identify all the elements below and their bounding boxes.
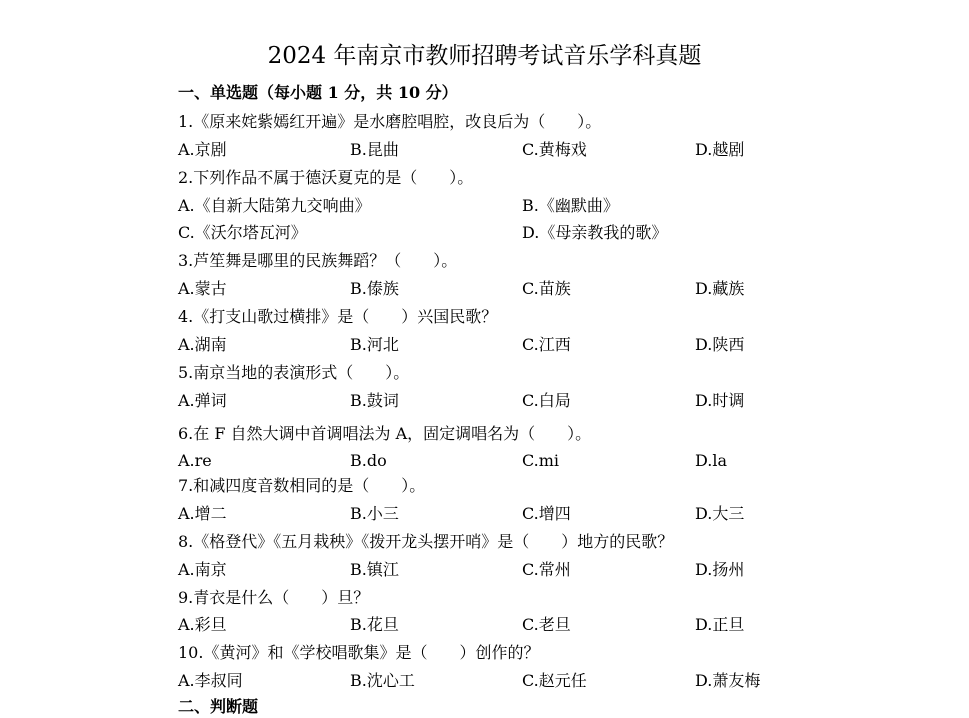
option-b: B.河北 xyxy=(350,335,399,354)
option-b: B.沈心工 xyxy=(350,671,415,690)
option-a: A.彩旦 xyxy=(178,615,227,634)
question-stem: 4.《打支山歌过横排》是（ ）兴国民歌？ xyxy=(178,307,498,326)
option-b: B.do xyxy=(350,451,387,470)
option-d: D.时调 xyxy=(695,391,745,410)
section-heading-single-choice: 一、单选题（每小题 1 分，共 10 分） xyxy=(178,83,458,102)
option-c: C.白局 xyxy=(522,391,571,410)
option-c: C.江西 xyxy=(522,335,571,354)
option-b: B.小三 xyxy=(350,504,399,523)
option-a: A.蒙古 xyxy=(178,279,227,298)
option-c: C.老旦 xyxy=(522,615,571,634)
option-d: D.越剧 xyxy=(695,140,745,159)
option-c: C.增四 xyxy=(522,504,571,523)
option-a: A.京剧 xyxy=(178,140,227,159)
option-c: C.mi xyxy=(522,451,560,470)
option-b: B.鼓词 xyxy=(350,391,399,410)
option-d: D.la xyxy=(695,451,727,470)
option-b: B.花旦 xyxy=(350,615,399,634)
option-d: D.正旦 xyxy=(695,615,745,634)
option-c: C.苗族 xyxy=(522,279,571,298)
option-a: A.《自新大陆第九交响曲》 xyxy=(178,196,371,215)
question-stem: 8.《格登代》《五月栽秧》《拨开龙头摆开哨》是（ ）地方的民歌？ xyxy=(178,532,674,551)
question-stem: 3.芦笙舞是哪里的民族舞蹈？（ ）。 xyxy=(178,251,458,270)
question-stem: 9.青衣是什么（ ）旦？ xyxy=(178,588,370,607)
question-stem: 1.《原来姹紫嫣红开遍》是水磨腔唱腔，改良后为（ ）。 xyxy=(178,112,602,131)
option-b: B.昆曲 xyxy=(350,140,399,159)
question-stem: 10.《黄河》和《学校唱歌集》是（ ）创作的？ xyxy=(178,643,540,662)
option-a: A.湖南 xyxy=(178,335,227,354)
option-d: D.大三 xyxy=(695,504,745,523)
option-c: C.赵元任 xyxy=(522,671,587,690)
option-c: C.《沃尔塔瓦河》 xyxy=(178,223,307,242)
option-b: B.镇江 xyxy=(350,560,399,579)
section-heading-true-false: 二、判断题 xyxy=(178,697,259,716)
question-stem: 6.在 F 自然大调中首调唱法为 A，固定调唱名为（ ）。 xyxy=(178,424,592,443)
question-stem: 5.南京当地的表演形式（ ）。 xyxy=(178,363,410,382)
question-stem: 7.和减四度音数相同的是（ ）。 xyxy=(178,476,426,495)
option-a: A.re xyxy=(178,451,212,470)
option-d: D.萧友梅 xyxy=(695,671,761,690)
option-d: D.陕西 xyxy=(695,335,745,354)
option-b: B.傣族 xyxy=(350,279,399,298)
option-a: A.弹词 xyxy=(178,391,227,410)
option-b: B.《幽默曲》 xyxy=(522,196,619,215)
option-d: D.《母亲教我的歌》 xyxy=(522,223,668,242)
question-stem: 2.下列作品不属于德沃夏克的是（ ）。 xyxy=(178,168,474,187)
option-d: D.藏族 xyxy=(695,279,745,298)
option-c: C.常州 xyxy=(522,560,571,579)
option-a: A.增二 xyxy=(178,504,227,523)
option-a: A.李叔同 xyxy=(178,671,243,690)
page-title: 2024 年南京市教师招聘考试音乐学科真题 xyxy=(267,43,702,69)
option-d: D.扬州 xyxy=(695,560,745,579)
option-c: C.黄梅戏 xyxy=(522,140,587,159)
option-a: A.南京 xyxy=(178,560,227,579)
